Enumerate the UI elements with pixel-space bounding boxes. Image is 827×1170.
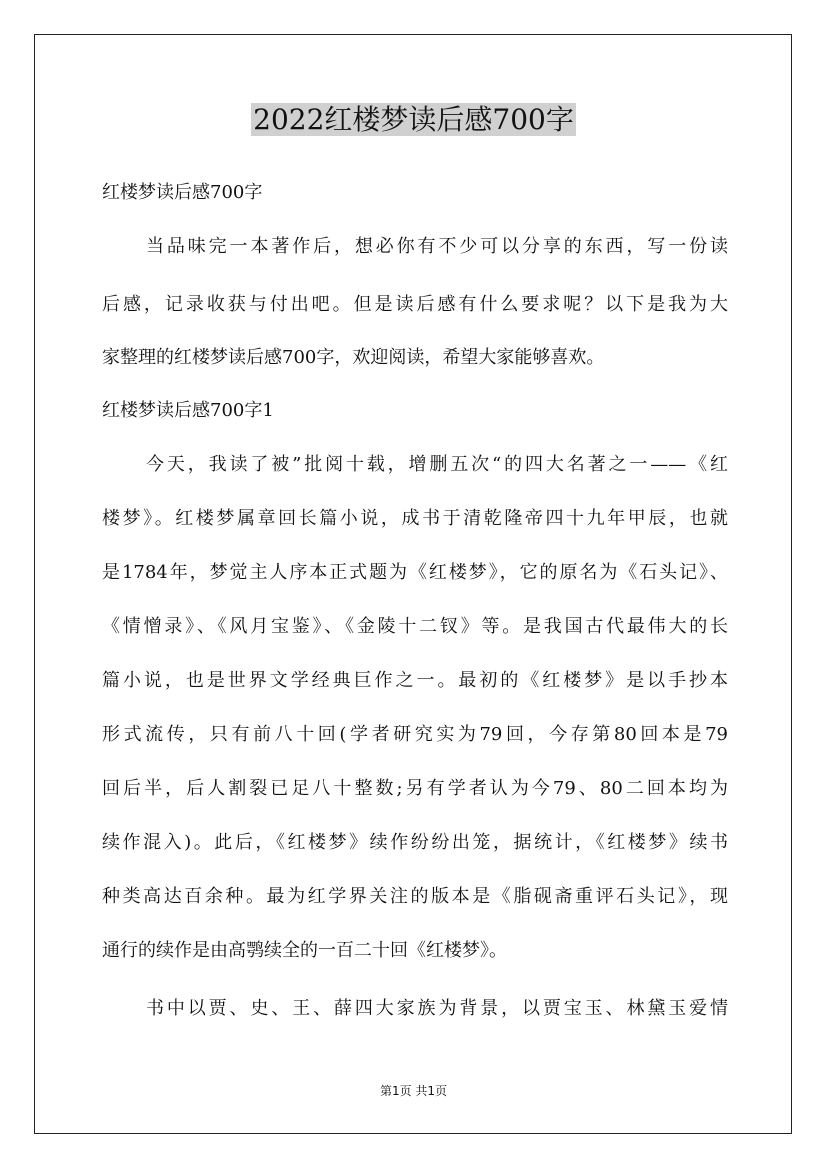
intro-line-1: 当品味完一本著作后，想必你有不少可以分享的东西，写一份读 bbox=[146, 236, 728, 257]
page-footer: 第1页 共1页 bbox=[379, 1084, 448, 1098]
body-line-7: 回后半，后人割裂已足八十整数;另有学者认为今79、80二回本均为 bbox=[102, 778, 728, 799]
body-line-9: 种类高达百余种。最为红学界关注的版本是《脂砚斋重评石头记》，现 bbox=[102, 886, 728, 907]
body-line-3: 是1784年，梦觉主人序本正式题为《红楼梦》，它的原名为《石头记》、 bbox=[102, 562, 728, 583]
body-line-10: 通行的续作是由高鹗续全的一百二十回《红楼梦》。 bbox=[102, 940, 507, 961]
body-line-2: 楼梦》。红楼梦属章回长篇小说，成书于清乾隆帝四十九年甲辰，也就 bbox=[102, 508, 728, 529]
body-line-8: 续作混入)。此后，《红楼梦》续作纷纷出笼，据统计，《红楼梦》续书 bbox=[102, 832, 728, 853]
document-subtitle: 红楼梦读后感700字 bbox=[102, 182, 263, 203]
intro-line-2: 后感，记录收获与付出吧。但是读后感有什么要求呢？以下是我为大 bbox=[102, 294, 728, 315]
document-title-text: 2022红楼梦读后感700字 bbox=[253, 103, 574, 136]
section-heading: 红楼梦读后感700字1 bbox=[102, 400, 274, 421]
document-title bbox=[0, 100, 827, 140]
body-line-6: 形式流传，只有前八十回(学者研究实为79回，今存第80回本是79 bbox=[102, 724, 728, 745]
body-line-1: 今天，我读了被”批阅十载，增删五次“的四大名著之一——《红 bbox=[146, 454, 728, 475]
body-line-5: 篇小说，也是世界文学经典巨作之一。最初的《红楼梦》是以手抄本 bbox=[102, 670, 728, 691]
body-line-11: 书中以贾、史、王、薛四大家族为背景，以贾宝玉、林黛玉爱情 bbox=[146, 998, 728, 1019]
intro-line-3: 家整理的红楼梦读后感700字，欢迎阅读，希望大家能够喜欢。 bbox=[102, 347, 605, 368]
body-line-4: 《情憎录》、《风月宝鉴》、《金陵十二钗》等。是我国古代最伟大的长 bbox=[102, 616, 728, 637]
